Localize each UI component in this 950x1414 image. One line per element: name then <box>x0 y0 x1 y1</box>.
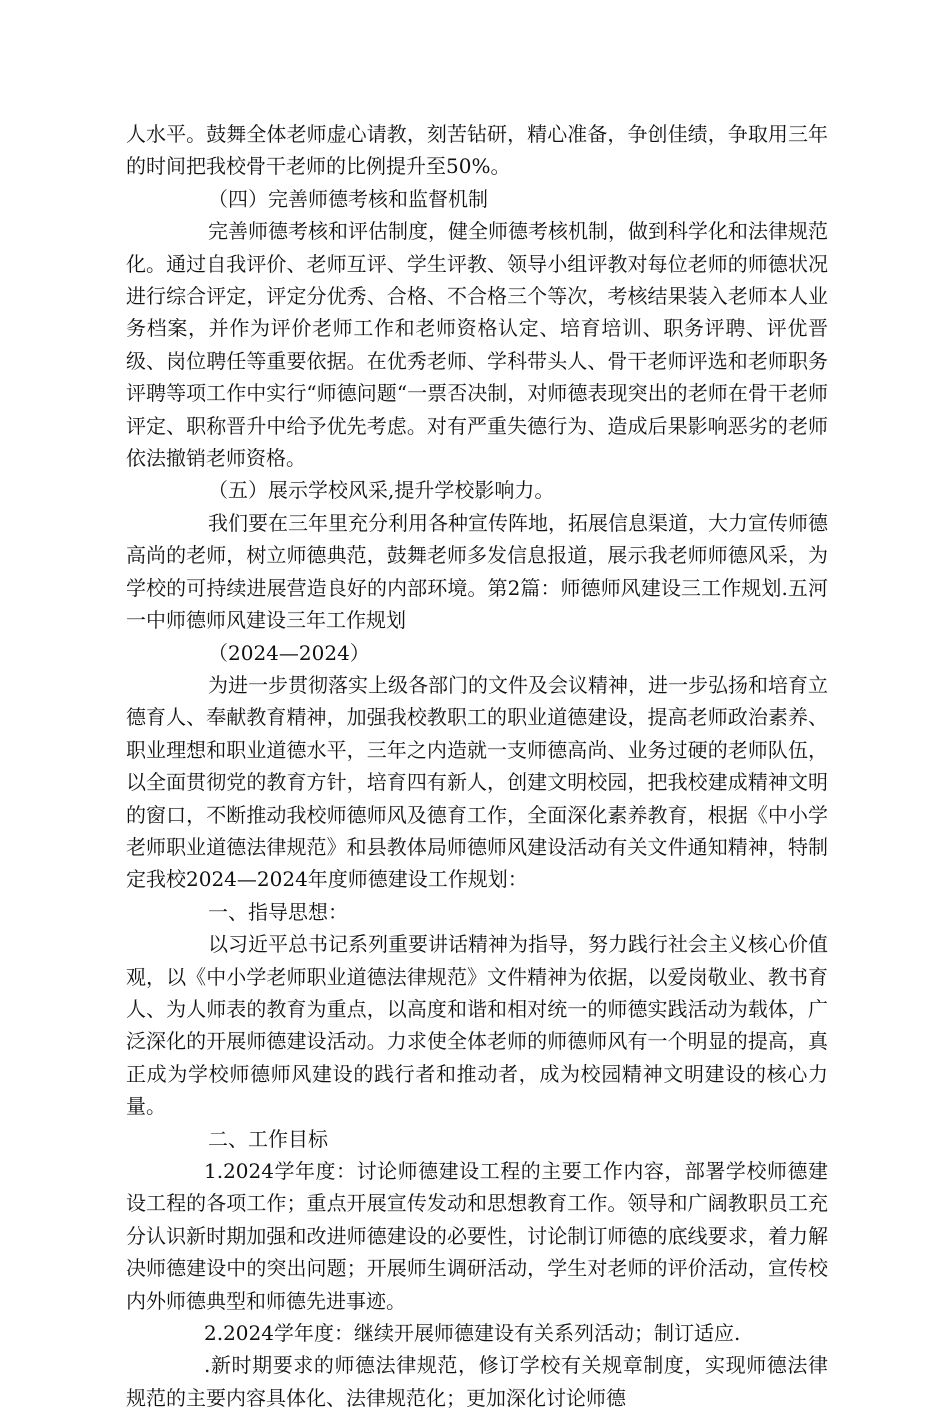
paragraph: 我们要在三年里充分利用各种宣传阵地，拓展信息渠道，大力宣传师德高尚的老师，树立师德典范，鼓舞老师多发信息报道，展示我老师师德风采，为学校的可持续进展营造良好的内部环境。第2篇：师德师风建设三工作规划.五河一中师德师风建设三年工作规划 <box>126 510 828 633</box>
paragraph: 为进一步贯彻落实上级各部门的文件及会议精神，进一步弘扬和培育立德育人、奉献教育精神，加强我校教职工的职业道德建设，提高老师政治素养、职业理想和职业道德水平，三年之内造就一支师德高尚、业务过硬的老师队伍，以全面贯彻党的教育方针，培育四有新人，创建文明校园，把我校建成精神文明的窗口，不断推动我校师德师风及德育工作，全面深化素养教育，根据《中小学老师职业道德法律规范》和县教体局师德师风建设活动有关文件通知精神，特制定我校2024—2024年度师德建设工作规划： <box>126 672 828 892</box>
section-heading: （四）完善师德考核和监督机制 <box>208 186 488 211</box>
document-body <box>126 118 828 1414</box>
date-range: （2024—2024） <box>208 640 370 665</box>
section-heading: 二、工作目标 <box>208 1126 328 1151</box>
paragraph: 2.2024学年度：继续开展师德建设有关系列活动；制订适应. <box>204 1321 741 1346</box>
paragraph: .新时期要求的师德法律规范，修订学校有关规章制度，实现师德法律规范的主要内容具体化、法律规范化；更加深化讨论师德 <box>126 1353 828 1410</box>
section-heading: 一、指导思想： <box>208 899 348 924</box>
paragraph: 完善师德考核和评估制度，健全师德考核机制，做到科学化和法律规范化。通过自我评价、老师互评、学生评教、领导小组评教对每位老师的师德状况进行综合评定，评定分优秀、合格、不合格三个等次，考核结果装入老师本人业务档案，并作为评价老师工作和老师资格认定、培育培训、职务评聘、评优晋级、岗位聘任等重要依据。在优秀老师、学科带头人、骨干老师评选和老师职务评聘等项工作中实行“师德问题“一票否决制，对师德表现突出的老师在骨干老师评定、职称晋升中给予优先考虑。对有严重失德行为、造成后果影响恶劣的老师依法撤销老师资格。 <box>126 219 828 471</box>
section-heading: （五）展示学校风采,提升学校影响力。 <box>208 478 555 503</box>
paragraph: 以习近平总书记系列重要讲话精神为指导，努力践行社会主义核心价值观，以《中小学老师职业道德法律规范》文件精神为依据，以爱岗敬业、教书育人、为人师表的教育为重点，以高度和谐和相对统一的师德实践活动为载体，广泛深化的开展师德建设活动。力求使全体老师的师德师风有一个明显的提高，真正成为学校师德师风建设的践行者和推动者，成为校园精神文明建设的核心力量。 <box>126 932 828 1119</box>
paragraph: 人水平。鼓舞全体老师虚心请教，刻苦钻研，精心准备，争创佳绩，争取用三年的时间把我校骨干老师的比例提升至50%。 <box>126 122 828 179</box>
paragraph: 1.2024学年度：讨论师德建设工程的主要工作内容，部署学校师德建设工程的各项工作；重点开展宣传发动和思想教育工作。领导和广阔教职员工充分认识新时期加强和改进师德建设的必要性，讨论制订师德的底线要求，着力解决师德建设中的突出问题；开展师生调研活动，学生对老师的评价活动，宣传校内外师德典型和师德先进事迹。 <box>126 1159 828 1313</box>
